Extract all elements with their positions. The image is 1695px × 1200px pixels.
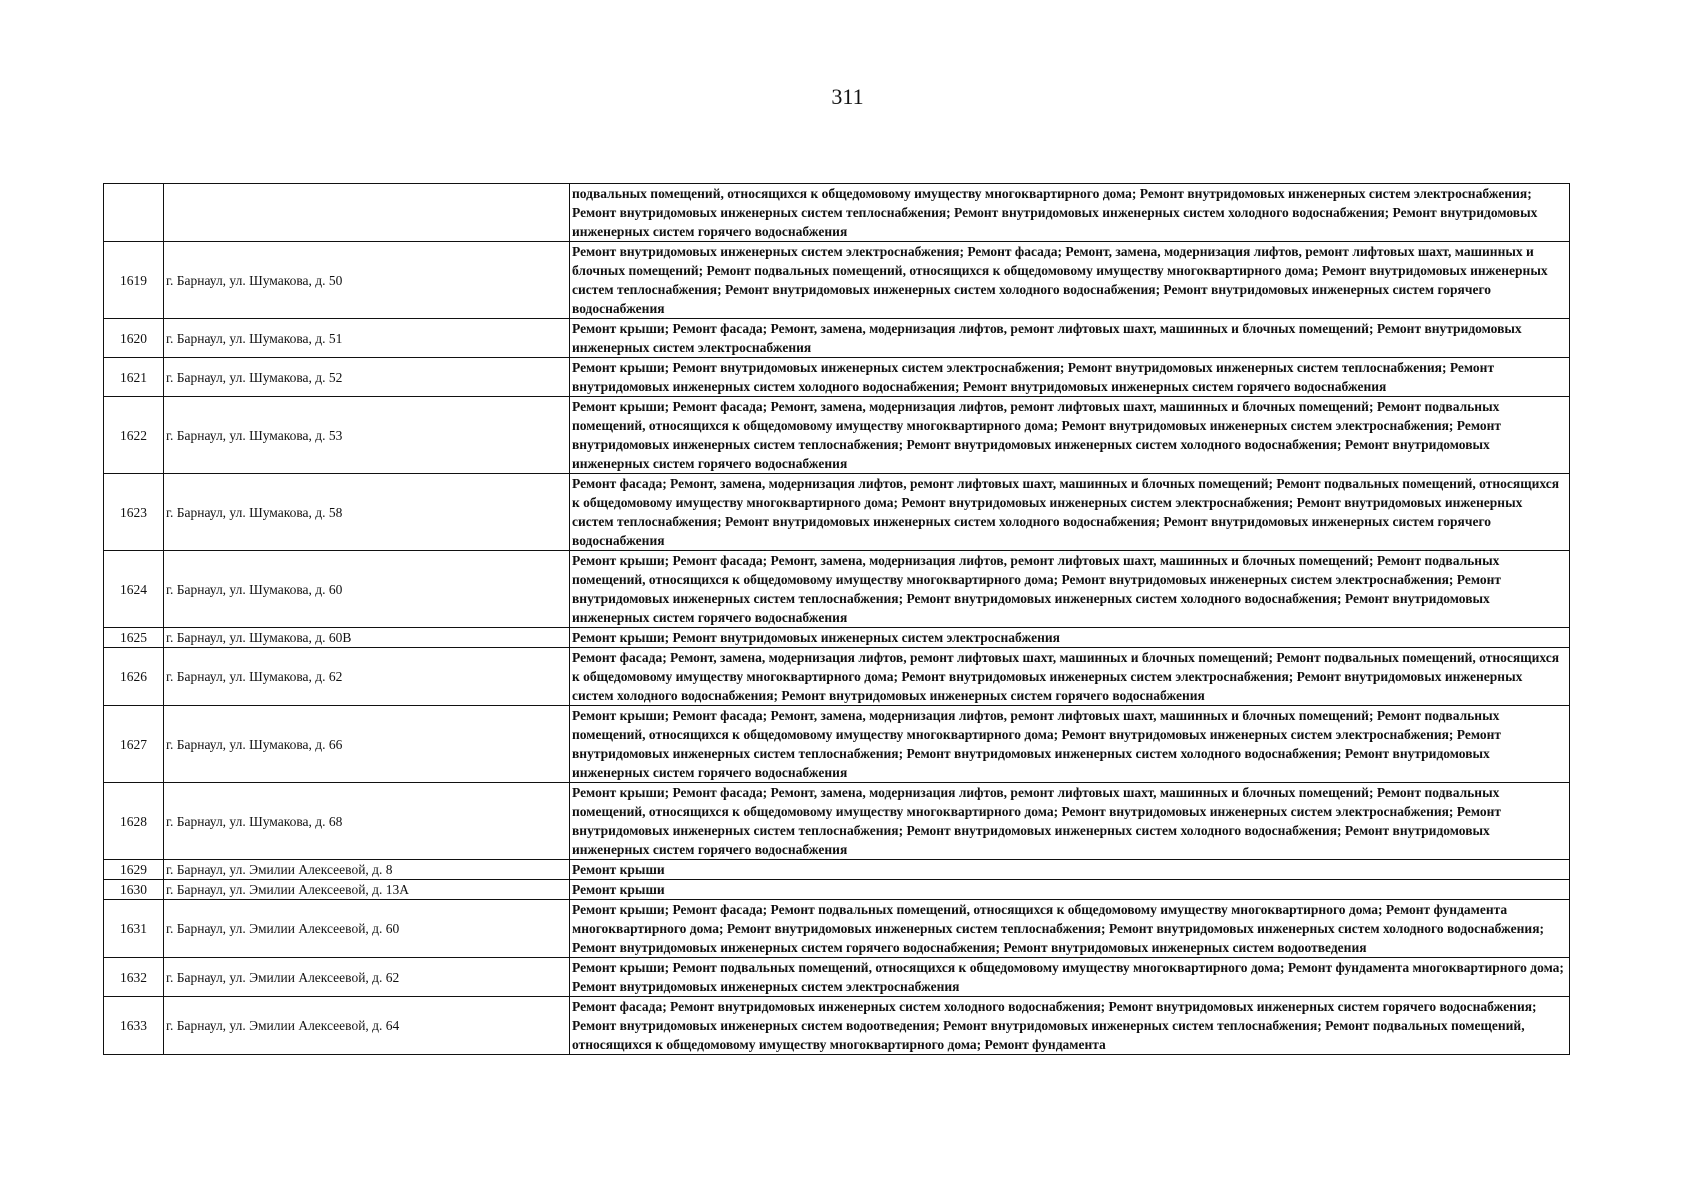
row-works: Ремонт фасада; Ремонт, замена, модернизация лифтов, ремонт лифтовых шахт, машинных и блочных помещений; Ремонт подвальных помещений, относящихся к общедомовому имуществу многоквартирного дома; Ремонт внутридомовых инженерных систем электроснабжения; Ремонт внутридомовых инженерных систем теплоснабжения; Ремонт внутридомовых инженерных систем холодного водоснабжения; Ремонт внутридомовых инженерных систем горячего водоснабжения (570, 474, 1570, 551)
row-address: г. Барнаул, ул. Шумакова, д. 60В (164, 628, 570, 648)
row-address: г. Барнаул, ул. Эмилии Алексеевой, д. 60 (164, 900, 570, 958)
row-works: подвальных помещений, относящихся к общедомовому имуществу многоквартирного дома; Ремонт внутридомовых инженерных систем электроснабжения; Ремонт внутридомовых инженерных систем теплоснабжения; Ремонт внутридомовых инженерных систем холодного водоснабжения; Ремонт внутридомовых инженерных систем горячего водоснабжения (570, 184, 1570, 242)
table-row (104, 860, 1570, 880)
row-works: Ремонт крыши; Ремонт фасада; Ремонт, замена, модернизация лифтов, ремонт лифтовых шахт, машинных и блочных помещений; Ремонт подвальных помещений, относящихся к общедомовому имуществу многоквартирного дома; Ремонт внутридомовых инженерных систем электроснабжения; Ремонт внутридомовых инженерных систем теплоснабжения; Ремонт внутридомовых инженерных систем холодного водоснабжения; Ремонт внутридомовых инженерных систем горячего водоснабжения (570, 551, 1570, 628)
row-number: 1620 (104, 319, 164, 358)
table-row (104, 900, 1570, 958)
table-row (104, 648, 1570, 706)
row-works: Ремонт внутридомовых инженерных систем электроснабжения; Ремонт фасада; Ремонт, замена, модернизация лифтов, ремонт лифтовых шахт, машинных и блочных помещений; Ремонт подвальных помещений, относящихся к общедомовому имуществу многоквартирного дома; Ремонт внутридомовых инженерных систем теплоснабжения; Ремонт внутридомовых инженерных систем холодного водоснабжения; Ремонт внутридомовых инженерных систем горячего водоснабжения (570, 242, 1570, 319)
table-row (104, 184, 1570, 242)
row-number: 1631 (104, 900, 164, 958)
row-address: г. Барнаул, ул. Эмилии Алексеевой, д. 62 (164, 958, 570, 997)
table-row (104, 397, 1570, 474)
row-address (164, 184, 570, 242)
row-works: Ремонт фасада; Ремонт, замена, модернизация лифтов, ремонт лифтовых шахт, машинных и блочных помещений; Ремонт подвальных помещений, относящихся к общедомовому имуществу многоквартирного дома; Ремонт внутридомовых инженерных систем электроснабжения; Ремонт внутридомовых инженерных систем холодного водоснабжения; Ремонт внутридомовых инженерных систем горячего водоснабжения (570, 648, 1570, 706)
table-row (104, 783, 1570, 860)
row-works: Ремонт крыши; Ремонт фасада; Ремонт, замена, модернизация лифтов, ремонт лифтовых шахт, машинных и блочных помещений; Ремонт подвальных помещений, относящихся к общедомовому имуществу многоквартирного дома; Ремонт внутридомовых инженерных систем электроснабжения; Ремонт внутридомовых инженерных систем теплоснабжения; Ремонт внутридомовых инженерных систем холодного водоснабжения; Ремонт внутридомовых инженерных систем горячего водоснабжения (570, 783, 1570, 860)
row-number: 1633 (104, 997, 164, 1055)
row-address: г. Барнаул, ул. Шумакова, д. 62 (164, 648, 570, 706)
row-address: г. Барнаул, ул. Шумакова, д. 52 (164, 358, 570, 397)
row-number: 1629 (104, 860, 164, 880)
row-address: г. Барнаул, ул. Шумакова, д. 51 (164, 319, 570, 358)
row-number: 1619 (104, 242, 164, 319)
table-row (104, 358, 1570, 397)
row-number: 1625 (104, 628, 164, 648)
row-address: г. Барнаул, ул. Шумакова, д. 50 (164, 242, 570, 319)
row-works: Ремонт крыши (570, 880, 1570, 900)
table-row (104, 997, 1570, 1055)
row-address: г. Барнаул, ул. Шумакова, д. 60 (164, 551, 570, 628)
table-row (104, 706, 1570, 783)
row-works: Ремонт крыши; Ремонт внутридомовых инженерных систем электроснабжения (570, 628, 1570, 648)
row-works: Ремонт фасада; Ремонт внутридомовых инженерных систем холодного водоснабжения; Ремонт внутридомовых инженерных систем горячего водоснабжения; Ремонт внутридомовых инженерных систем водоотведения; Ремонт внутридомовых инженерных систем теплоснабжения; Ремонт подвальных помещений, относящихся к общедомовому имуществу многоквартирного дома; Ремонт фундамента (570, 997, 1570, 1055)
row-number (104, 184, 164, 242)
row-address: г. Барнаул, ул. Шумакова, д. 53 (164, 397, 570, 474)
page-number: 311 (831, 84, 864, 109)
row-works: Ремонт крыши; Ремонт фасада; Ремонт, замена, модернизация лифтов, ремонт лифтовых шахт, машинных и блочных помещений; Ремонт внутридомовых инженерных систем электроснабжения (570, 319, 1570, 358)
table-row (104, 474, 1570, 551)
row-works: Ремонт крыши; Ремонт фасада; Ремонт, замена, модернизация лифтов, ремонт лифтовых шахт, машинных и блочных помещений; Ремонт подвальных помещений, относящихся к общедомовому имуществу многоквартирного дома; Ремонт внутридомовых инженерных систем электроснабжения; Ремонт внутридомовых инженерных систем теплоснабжения; Ремонт внутридомовых инженерных систем холодного водоснабжения; Ремонт внутридомовых инженерных систем горячего водоснабжения (570, 397, 1570, 474)
table-row (104, 319, 1570, 358)
row-works: Ремонт крыши; Ремонт внутридомовых инженерных систем электроснабжения; Ремонт внутридомовых инженерных систем теплоснабжения; Ремонт внутридомовых инженерных систем холодного водоснабжения; Ремонт внутридомовых инженерных систем горячего водоснабжения (570, 358, 1570, 397)
table-row (104, 628, 1570, 648)
row-number: 1630 (104, 880, 164, 900)
row-number: 1632 (104, 958, 164, 997)
row-works: Ремонт крыши; Ремонт фасада; Ремонт подвальных помещений, относящихся к общедомовому имуществу многоквартирного дома; Ремонт фундамента многоквартирного дома; Ремонт внутридомовых инженерных систем теплоснабжения; Ремонт внутридомовых инженерных систем холодного водоснабжения; Ремонт внутридомовых инженерных систем горячего водоснабжения; Ремонт внутридомовых инженерных систем водоотведения (570, 900, 1570, 958)
row-number: 1623 (104, 474, 164, 551)
row-address: г. Барнаул, ул. Эмилии Алексеевой, д. 64 (164, 997, 570, 1055)
row-address: г. Барнаул, ул. Шумакова, д. 68 (164, 783, 570, 860)
row-number: 1622 (104, 397, 164, 474)
row-address: г. Барнаул, ул. Шумакова, д. 58 (164, 474, 570, 551)
row-number: 1627 (104, 706, 164, 783)
row-number: 1624 (104, 551, 164, 628)
table-row (104, 551, 1570, 628)
row-number: 1621 (104, 358, 164, 397)
table-row (104, 880, 1570, 900)
row-number: 1626 (104, 648, 164, 706)
row-address: г. Барнаул, ул. Эмилии Алексеевой, д. 8 (164, 860, 570, 880)
table-row (104, 958, 1570, 997)
row-works: Ремонт крыши (570, 860, 1570, 880)
row-works: Ремонт крыши; Ремонт подвальных помещений, относящихся к общедомовому имуществу многоквартирного дома; Ремонт фундамента многоквартирного дома; Ремонт внутридомовых инженерных систем электроснабжения (570, 958, 1570, 997)
table-row (104, 242, 1570, 319)
repair-register-table (103, 183, 1570, 1055)
row-address: г. Барнаул, ул. Шумакова, д. 66 (164, 706, 570, 783)
row-works: Ремонт крыши; Ремонт фасада; Ремонт, замена, модернизация лифтов, ремонт лифтовых шахт, машинных и блочных помещений; Ремонт подвальных помещений, относящихся к общедомовому имуществу многоквартирного дома; Ремонт внутридомовых инженерных систем электроснабжения; Ремонт внутридомовых инженерных систем теплоснабжения; Ремонт внутридомовых инженерных систем холодного водоснабжения; Ремонт внутридомовых инженерных систем горячего водоснабжения (570, 706, 1570, 783)
row-number: 1628 (104, 783, 164, 860)
row-address: г. Барнаул, ул. Эмилии Алексеевой, д. 13А (164, 880, 570, 900)
